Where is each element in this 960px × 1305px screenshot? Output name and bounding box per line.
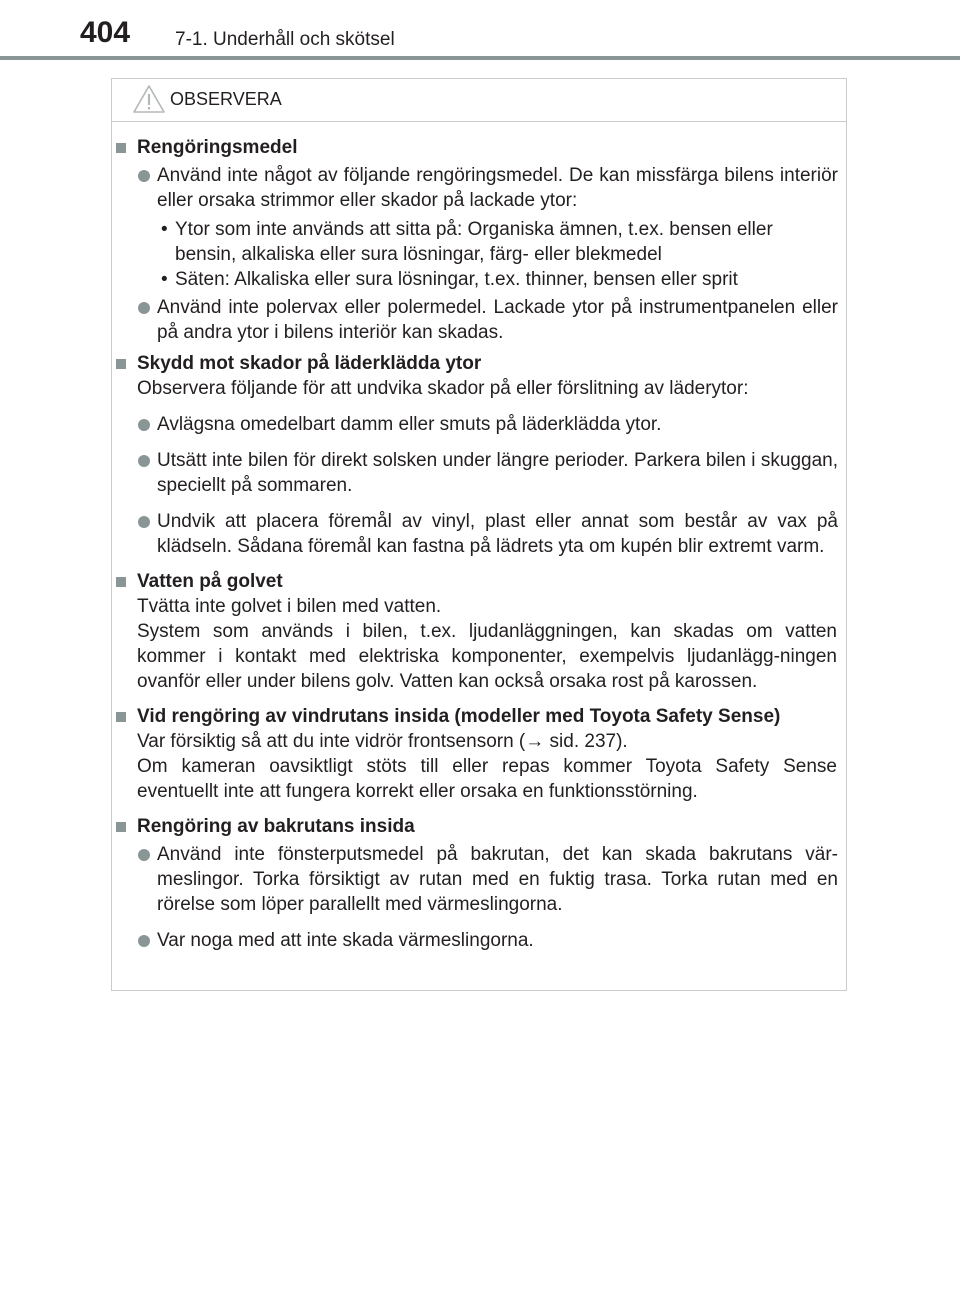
square-bullet-icon bbox=[116, 577, 126, 587]
round-bullet-icon bbox=[138, 935, 150, 947]
bullet-item: Utsätt inte bilen för direkt solsken under längre perioder. Parkera bilen i skuggan, speciellt på sommaren. bbox=[112, 448, 838, 498]
warning-triangle-icon bbox=[132, 84, 166, 114]
section-heading: Vatten på golvet bbox=[112, 569, 837, 594]
sub-bullet-item: • Ytor som inte används att sitta på: Organiska ämnen, t.ex. bensen eller bensin, alkaliska eller sura lösningar, färg- eller blekmedel bbox=[161, 219, 773, 265]
bullet-item: Använd inte polervax eller polermedel. Lackade ytor på instrumentpanelen eller på andra ytor i bilens interiör kan skadas. bbox=[112, 295, 838, 345]
square-bullet-icon bbox=[116, 359, 126, 369]
sub-bullet-item: • Säten: Alkaliska eller sura lösningar, t.ex. thinner, bensen eller sprit bbox=[161, 269, 738, 290]
notice-box bbox=[111, 78, 847, 991]
bullet-item: Använd inte fönsterputsmedel på bakrutan, det kan skada bakrutans vär-meslingor. Torka försiktigt av rutan med en fuktig trasa. Torka rutan med en rörelse som löper parallellt med värmeslingorna. bbox=[112, 842, 838, 917]
bullet-item: Avlägsna omedelbart damm eller smuts på läderklädda ytor. bbox=[112, 412, 838, 437]
square-bullet-icon bbox=[116, 143, 126, 153]
notice-content bbox=[112, 133, 848, 953]
notice-header bbox=[112, 79, 846, 122]
page-header bbox=[0, 0, 960, 62]
round-bullet-icon bbox=[138, 419, 150, 431]
sub-bullet-icon: • bbox=[161, 219, 168, 240]
round-bullet-icon bbox=[138, 455, 150, 467]
round-bullet-icon bbox=[138, 849, 150, 861]
round-bullet-icon bbox=[138, 302, 150, 314]
header-divider bbox=[0, 56, 960, 60]
round-bullet-icon bbox=[138, 170, 150, 182]
chapter-title: 7-1. Underhåll och skötsel bbox=[175, 29, 395, 50]
bullet-item: Var noga med att inte skada värmeslingorna. bbox=[112, 928, 838, 953]
sub-bullet-icon: • bbox=[161, 269, 168, 290]
section-heading: Rengöring av bakrutans insida bbox=[112, 814, 837, 839]
section-heading: Skydd mot skador på läderklädda ytor bbox=[112, 351, 837, 376]
page-number: 404 bbox=[80, 16, 131, 49]
paragraph: Tvätta inte golvet i bilen med vatten. bbox=[137, 596, 442, 617]
section-heading: Vid rengöring av vindrutans insida (modeller med Toyota Safety Sense) bbox=[112, 704, 837, 729]
round-bullet-icon bbox=[138, 516, 150, 528]
paragraph: Om kameran oavsiktligt stöts till eller repas kommer Toyota Safety Sense eventuellt inte att fungera korrekt eller orsaka en funktionsstörning. bbox=[137, 756, 837, 802]
bullet-item: Använd inte något av följande rengöringsmedel. De kan missfärga bilens interiör eller orsaka strimmor eller skador på lackade ytor: bbox=[112, 163, 838, 213]
paragraph: Var försiktig så att du inte vidrör frontsensorn (→ sid. 237). bbox=[137, 731, 628, 752]
square-bullet-icon bbox=[116, 822, 126, 832]
paragraph: System som används i bilen, t.ex. ljudanläggningen, kan skadas om vatten kommer i kontakt med elektriska komponenter, exempelvis ljudanlägg-ningen ovanför eller under bilens golv. Vatten kan också orsaka rost på karossen. bbox=[137, 621, 837, 692]
section-heading: Rengöringsmedel bbox=[112, 135, 837, 160]
square-bullet-icon bbox=[116, 712, 126, 722]
bullet-item: Undvik att placera föremål av vinyl, plast eller annat som består av vax på klädseln. Sådana föremål kan fastna på lädrets yta om kupén blir extremt varm. bbox=[112, 509, 838, 559]
notice-title: OBSERVERA bbox=[170, 89, 282, 109]
paragraph: Observera följande för att undvika skador på eller förslitning av läderytor: bbox=[137, 378, 749, 399]
